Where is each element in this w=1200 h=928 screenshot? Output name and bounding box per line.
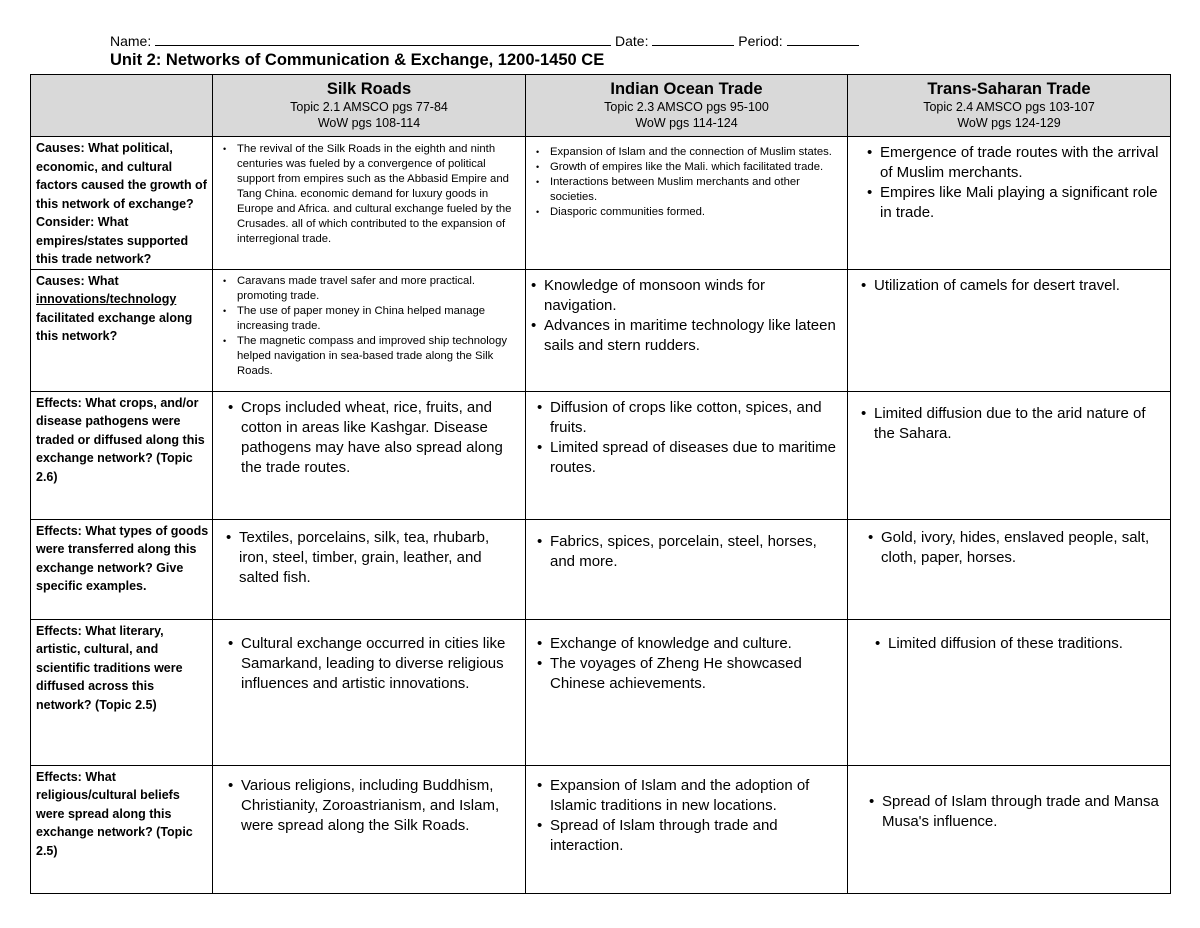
list-item: • Growth of empires like the Mali. which facilitated trade. <box>550 160 843 175</box>
list-item: • Spread of Islam through trade and interaction. <box>550 816 841 856</box>
cell-trans-saharan <box>848 269 1171 391</box>
list-item: • Emergence of trade routes with the arrival of Muslim merchants. <box>880 143 1164 183</box>
name-label: Name: <box>110 33 152 49</box>
period-field[interactable] <box>787 32 859 46</box>
table-row <box>31 391 1171 519</box>
list-item: • Limited spread of diseases due to maritime routes. <box>550 438 841 478</box>
list-item: • The magnetic compass and improved ship technology helped navigation in sea-based trade along the Silk Roads. <box>237 334 521 379</box>
list-item: • The revival of the Silk Roads in the eighth and ninth centuries was fueled by a convergence of political support from empires such as the Abbasid Empire and Tang China. economic demand for luxury goods in Europe and Africa. and cultural exchange fueled by the Crusades. all of which contributed to the expansion of interregional trade. <box>237 142 521 247</box>
column-topic: Topic 2.1 AMSCO pgs 77-84 <box>290 100 448 114</box>
table-row <box>31 137 1171 270</box>
page-title: Unit 2: Networks of Communication & Exchange, 1200-1450 CE <box>110 51 605 69</box>
list-item: • Utilization of camels for desert travel. <box>874 276 1164 296</box>
column-header-indian-ocean <box>526 75 848 137</box>
cell-silk-roads <box>213 519 526 619</box>
list-item: • Crops included wheat, rice, fruits, and cotton in areas like Kashgar. Disease pathogens may have also spread along the trade routes. <box>241 398 519 478</box>
list-item: • Exchange of knowledge and culture. <box>550 634 841 654</box>
date-field[interactable] <box>652 32 734 46</box>
table-row <box>31 519 1171 619</box>
list-item: • Advances in maritime technology like lateen sails and stern rudders. <box>544 316 841 356</box>
cell-silk-roads <box>213 765 526 893</box>
list-item: • Expansion of Islam and the adoption of Islamic traditions in new locations. <box>550 776 841 816</box>
cell-trans-saharan <box>848 765 1171 893</box>
column-header-silk-roads <box>213 75 526 137</box>
list-item: • Knowledge of monsoon winds for navigation. <box>544 276 841 316</box>
column-title: Trans-Saharan Trade <box>927 80 1091 98</box>
column-title: Indian Ocean Trade <box>610 80 763 98</box>
cell-trans-saharan <box>848 137 1171 270</box>
cell-indian-ocean <box>526 269 848 391</box>
cell-trans-saharan <box>848 619 1171 765</box>
table-row <box>31 765 1171 893</box>
list-item: • Spread of Islam through trade and Mansa Musa's influence. <box>882 792 1164 832</box>
column-title: Silk Roads <box>326 80 412 98</box>
column-wow: WoW pgs 114-124 <box>635 116 738 130</box>
row-question: Causes: What innovations/technology facilitated exchange along this network? <box>31 269 213 391</box>
list-item: • Diffusion of crops like cotton, spices, and fruits. <box>550 398 841 438</box>
column-wow: WoW pgs 108-114 <box>317 116 421 130</box>
comparison-table <box>30 74 1171 894</box>
cell-indian-ocean <box>526 765 848 893</box>
cell-trans-saharan <box>848 391 1171 519</box>
list-item: • Gold, ivory, hides, enslaved people, salt, cloth, paper, horses. <box>881 528 1164 568</box>
list-item: • Diasporic communities formed. <box>550 205 843 220</box>
list-item: • Interactions between Muslim merchants and other societies. <box>550 175 843 205</box>
name-field[interactable] <box>155 32 611 46</box>
row-question: Effects: What crops, and/or disease pathogens were traded or diffused along this exchange network? (Topic 2.6) <box>31 391 213 519</box>
list-item: • Empires like Mali playing a significant role in trade. <box>880 183 1164 223</box>
list-item: • The voyages of Zheng He showcased Chinese achievements. <box>550 654 841 694</box>
column-header-trans-saharan <box>848 75 1171 137</box>
cell-silk-roads <box>213 269 526 391</box>
column-topic: Topic 2.3 AMSCO pgs 95-100 <box>604 100 769 114</box>
cell-indian-ocean <box>526 619 848 765</box>
cell-indian-ocean <box>526 137 848 270</box>
student-info-header <box>110 32 859 49</box>
column-wow: WoW pgs 124-129 <box>957 116 1061 130</box>
header-row <box>31 75 1171 137</box>
cell-indian-ocean <box>526 519 848 619</box>
list-item: • Various religions, including Buddhism, Christianity, Zoroastrianism, and Islam, were spread along the Silk Roads. <box>241 776 519 836</box>
list-item: • Expansion of Islam and the connection of Muslim states. <box>550 145 843 160</box>
cell-silk-roads <box>213 619 526 765</box>
row-question: Effects: What literary, artistic, cultural, and scientific traditions were diffused across this network? (Topic 2.5) <box>31 619 213 765</box>
list-item: • Limited diffusion due to the arid nature of the Sahara. <box>874 404 1164 444</box>
list-item: • The use of paper money in China helped manage increasing trade. <box>237 304 521 334</box>
cell-silk-roads <box>213 137 526 270</box>
cell-indian-ocean <box>526 391 848 519</box>
period-label: Period: <box>738 33 783 49</box>
cell-trans-saharan <box>848 519 1171 619</box>
row-question: Effects: What religious/cultural beliefs were spread along this exchange network? (Topic 2.5) <box>31 765 213 893</box>
list-item: • Cultural exchange occurred in cities like Samarkand, leading to diverse religious influences and artistic innovations. <box>241 634 519 694</box>
corner-cell <box>31 75 213 137</box>
column-topic: Topic 2.4 AMSCO pgs 103-107 <box>923 100 1095 114</box>
list-item: • Caravans made travel safer and more practical. promoting trade. <box>237 274 521 304</box>
list-item: • Textiles, porcelains, silk, tea, rhubarb, iron, steel, timber, grain, leather, and salted fish. <box>239 528 519 588</box>
row-question: Effects: What types of goods were transferred along this exchange network? Give specific examples. <box>31 519 213 619</box>
list-item: • Limited diffusion of these traditions. <box>888 634 1164 654</box>
list-item: • Fabrics, spices, porcelain, steel, horses, and more. <box>550 532 841 572</box>
date-label: Date: <box>615 33 649 49</box>
cell-silk-roads <box>213 391 526 519</box>
table-row <box>31 269 1171 391</box>
table-row <box>31 619 1171 765</box>
row-question: Causes: What political, economic, and cultural factors caused the growth of this network of exchange? Consider: What empires/states supported this trade network? <box>31 137 213 270</box>
